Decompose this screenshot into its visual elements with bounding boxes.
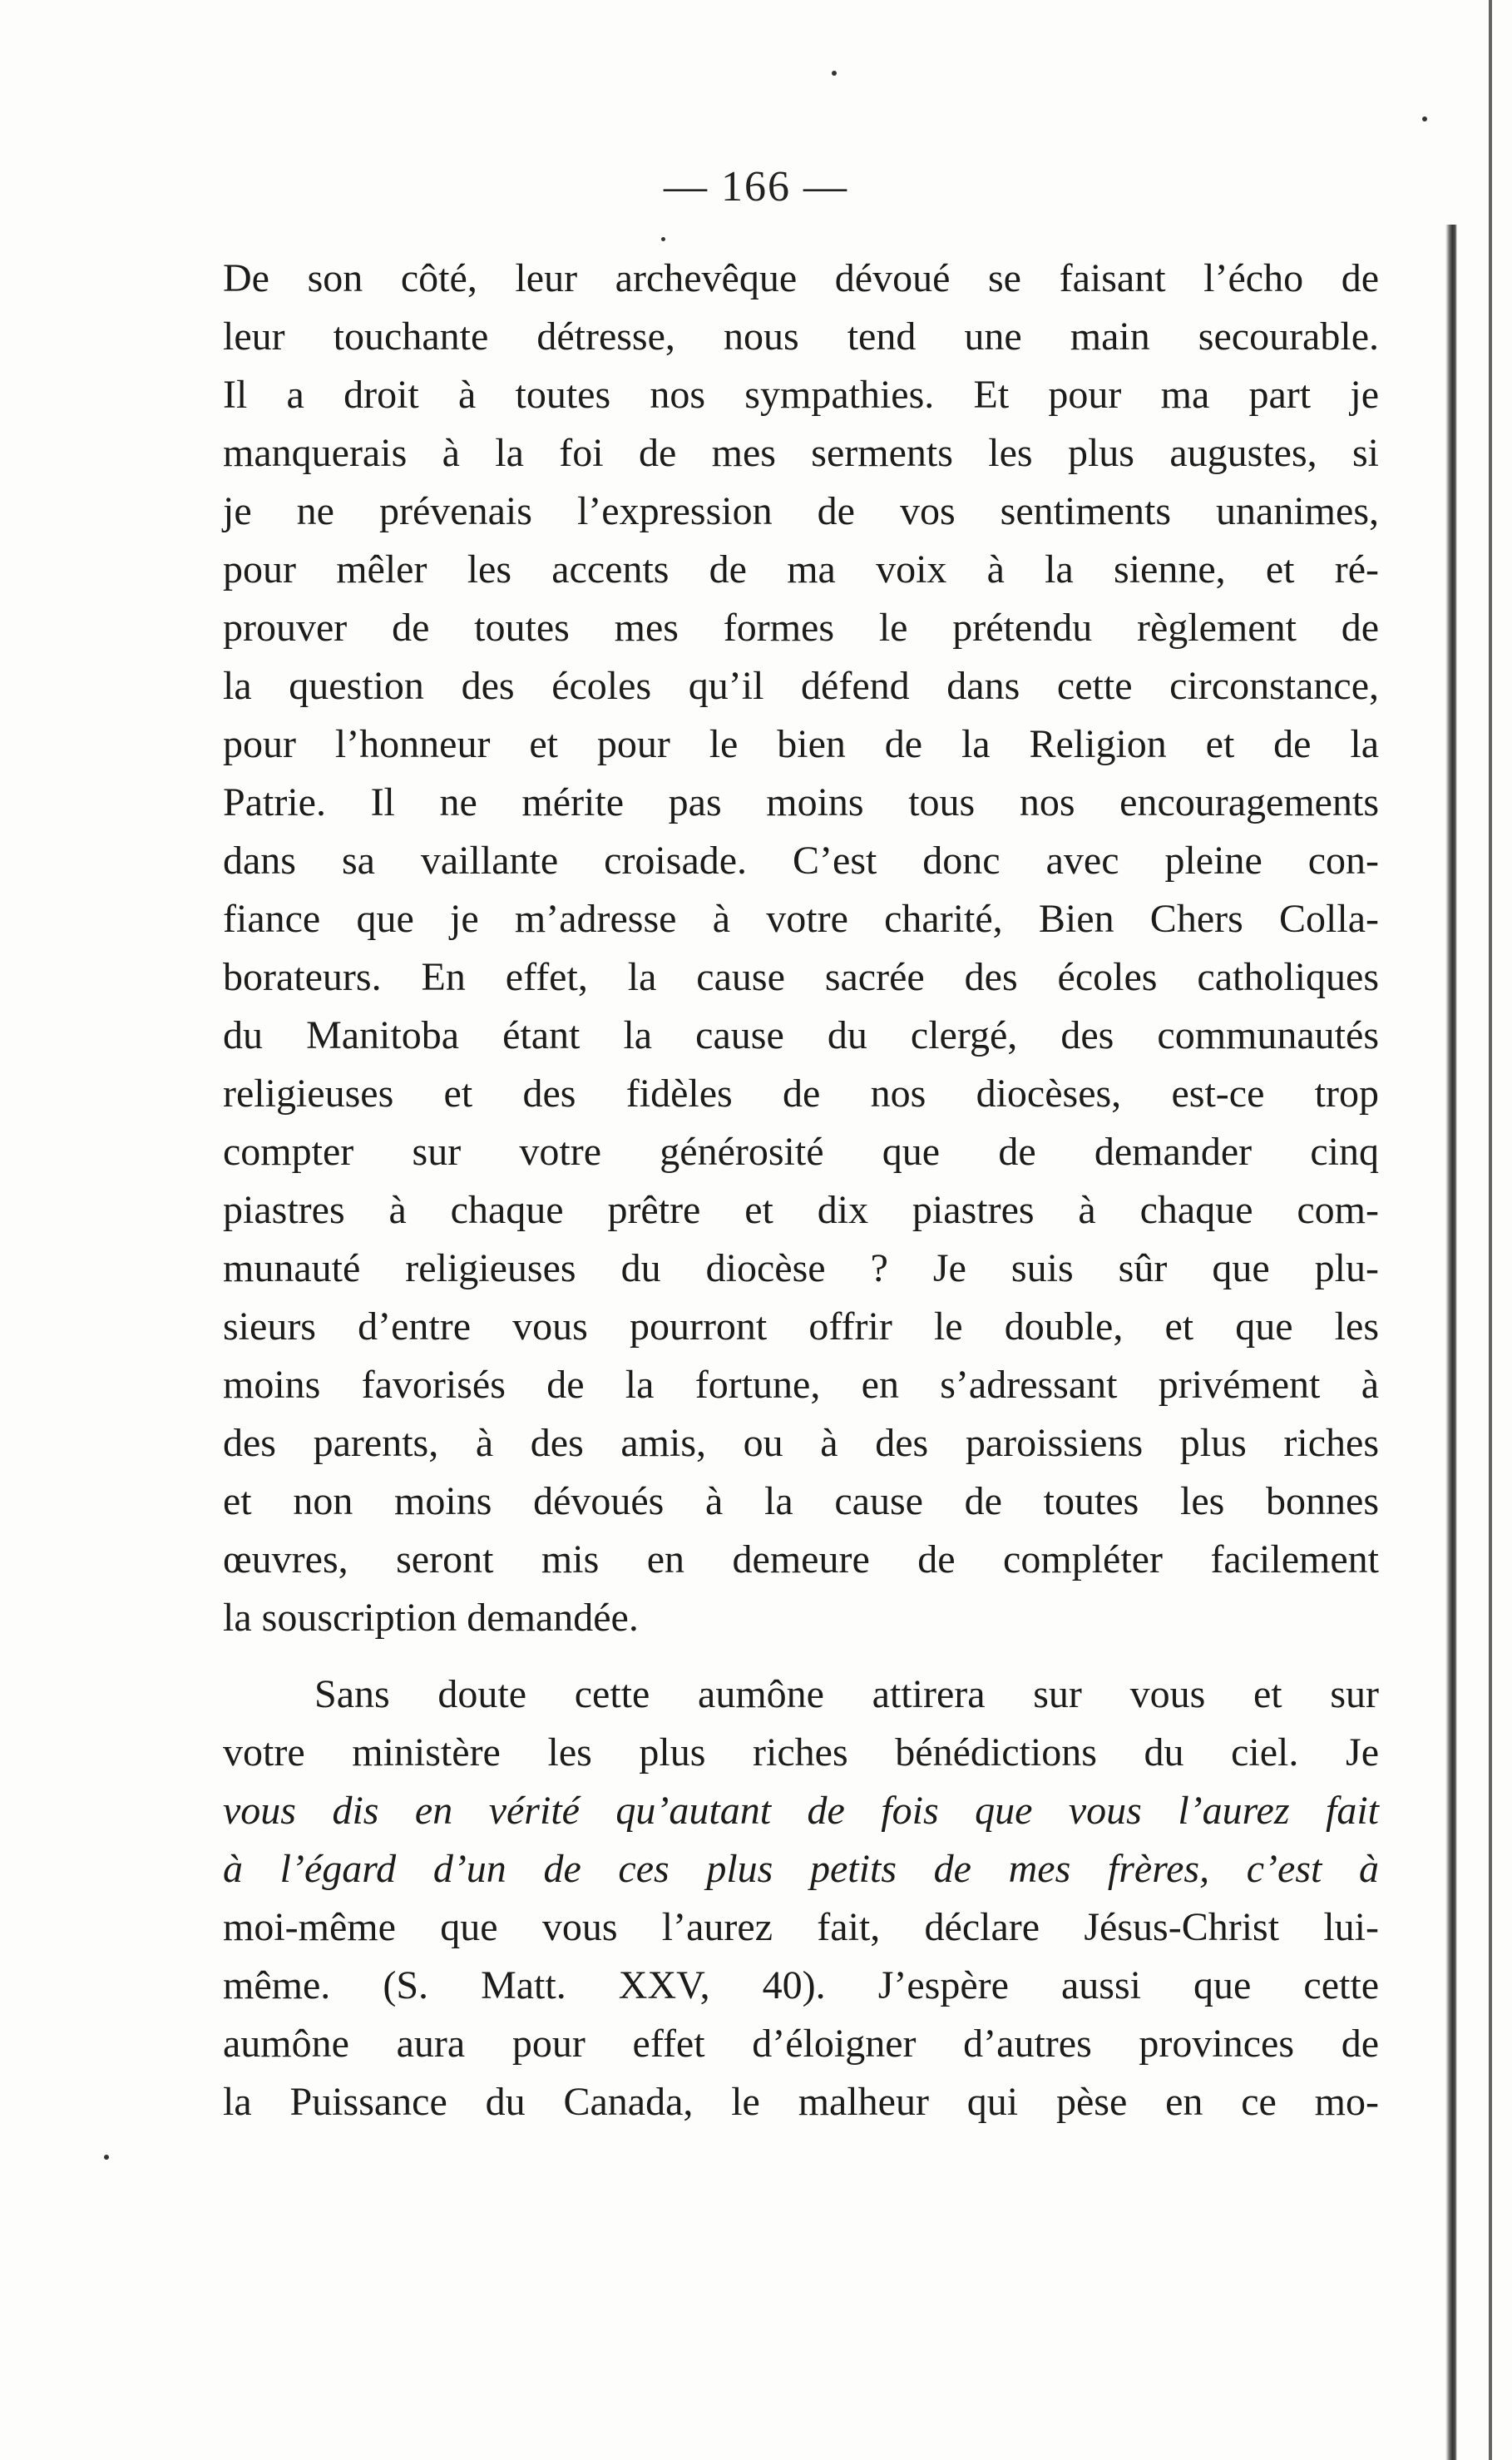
page-edge-shadow — [1445, 225, 1457, 2460]
scan-border — [1489, 0, 1492, 2460]
text-line: leur touchante détresse, nous tend une main secourable. — [223, 314, 1379, 359]
text-line: votre ministère les plus riches bénédictions du ciel. Je — [223, 1730, 1379, 1774]
text-line: même. (S. Matt. XXV, 40). J’espère aussi que cette — [223, 1963, 1379, 2007]
text-line: moi-même que vous l’aurez fait, déclare Jésus-Christ lui- — [223, 1905, 1379, 1949]
text-line: religieuses et des fidèles de nos diocèses, est-ce trop — [223, 1072, 1379, 1116]
text-line: et non moins dévoués à la cause de toutes les bonnes — [223, 1479, 1379, 1523]
text-line: Sans doute cette aumône attirera sur vous et sur — [314, 1672, 1379, 1716]
text-line: prouver de toutes mes formes le prétendu règlement de — [223, 606, 1379, 650]
text-line: manquerais à la foi de mes serments les plus augustes, si — [223, 431, 1379, 475]
text-line: moins favorisés de la fortune, en s’adressant privément à — [223, 1363, 1379, 1407]
text-line: vous dis en vérité qu’autant de fois que vous l’aurez fait — [223, 1789, 1379, 1833]
text-line: du Manitoba étant la cause du clergé, des communautés — [223, 1013, 1379, 1057]
scan-speck — [1422, 116, 1427, 121]
text-line: je ne prévenais l’expression de vos sentiments unanimes, — [223, 489, 1379, 533]
scan-speck — [104, 2155, 109, 2160]
text-line: des parents, à des amis, ou à des paroissiens plus riches — [223, 1421, 1379, 1465]
paragraph-1 — [223, 250, 1379, 1647]
text-line: munauté religieuses du diocèse ? Je suis sûr que plu- — [223, 1246, 1379, 1290]
text-line: pour mêler les accents de ma voix à la sienne, et ré- — [223, 547, 1379, 591]
text-line: Il a droit à toutes nos sympathies. Et pour ma part je — [223, 373, 1379, 417]
text-line: dans sa vaillante croisade. C’est donc avec pleine con- — [223, 839, 1379, 883]
paragraph-2 — [223, 1666, 1379, 2131]
body-text — [223, 250, 1379, 2131]
text-line: aumône aura pour effet d’éloigner d’autres provinces de — [223, 2022, 1379, 2066]
text-line: à l’égard d’un de ces plus petits de mes frères, c’est à — [223, 1847, 1379, 1891]
text-line: sieurs d’entre vous pourront offrir le double, et que les — [223, 1304, 1379, 1349]
text-line: piastres à chaque prêtre et dix piastres à chaque com- — [223, 1188, 1379, 1232]
text-line: la souscription demandée. — [223, 1596, 639, 1640]
page-number: — 166 — — [664, 163, 848, 210]
text-line: compter sur votre générosité que de demander cinq — [223, 1130, 1379, 1174]
text-line: pour l’honneur et pour le bien de la Religion et de la — [223, 722, 1379, 766]
text-line: la Puissance du Canada, le malheur qui pèse en ce mo- — [223, 2080, 1379, 2124]
text-line: Patrie. Il ne mérite pas moins tous nos encouragements — [223, 780, 1379, 824]
scan-speck — [661, 237, 665, 241]
text-line: fiance que je m’adresse à votre charité, Bien Chers Colla- — [223, 897, 1379, 941]
text-line: la question des écoles qu’il défend dans cette circonstance, — [223, 664, 1379, 708]
scan-speck — [832, 71, 837, 76]
text-line: œuvres, seront mis en demeure de compléter facilement — [223, 1537, 1379, 1581]
text-line: borateurs. En effet, la cause sacrée des écoles catholiques — [223, 955, 1379, 999]
paragraph-gap — [223, 1647, 1379, 1666]
text-line: De son côté, leur archevêque dévoué se faisant l’écho de — [223, 256, 1379, 300]
